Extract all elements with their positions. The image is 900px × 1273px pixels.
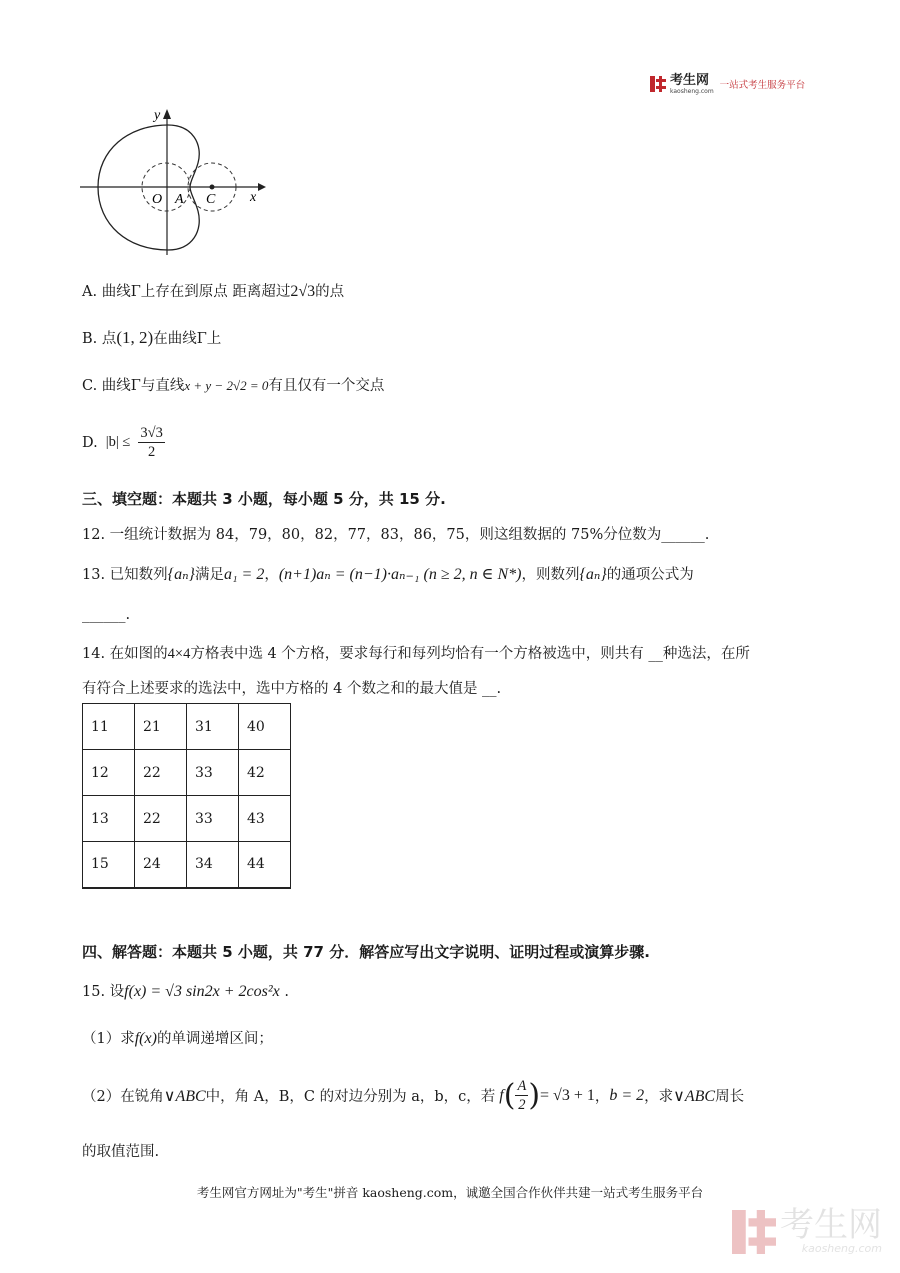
table-cell: 42 [239, 750, 291, 796]
question-13 [82, 563, 694, 584]
point-c [210, 185, 215, 190]
x-axis-arrow-icon [258, 183, 266, 191]
label-o: O [152, 192, 163, 207]
question-12: 12. 一组统计数据为 84，79，80，82，77，83，86，75，则这组数据的 75%分位数为______. [82, 527, 710, 543]
question-15-part1 [82, 1027, 273, 1048]
question-14-line1 [82, 642, 750, 663]
label-x: x [250, 190, 257, 205]
option-c-post: 有且仅有一个交点 [268, 378, 385, 394]
q15-post: . [279, 984, 289, 1000]
option-b-math: (1, 2) [116, 328, 154, 347]
q14-pre: 14. 在如图的 [82, 646, 168, 662]
option-c-text: C. 曲线Γ与直线 [82, 378, 185, 394]
watermark-logo-icon [732, 1210, 776, 1254]
option-d [82, 424, 165, 461]
question-15-part2-line2: 的取值范围. [82, 1144, 160, 1160]
option-a-text: A. 曲线Γ上存在到原点 距离超过 [82, 284, 291, 300]
option-c-math: x + y − 2√2 = 0 [184, 378, 269, 393]
logo-icon [650, 76, 666, 92]
table-cell: 15 [83, 842, 135, 888]
q13-blank: ______. [82, 607, 131, 623]
section-3-title: 三、填空题：本题共 3 小题，每小题 5 分，共 15 分. [82, 490, 446, 508]
q13-mid1: 满足 [194, 567, 224, 583]
q15-p2-tri2: ∨ABC [673, 1087, 716, 1105]
table-cell: 24 [135, 842, 187, 888]
paren-close: ) [528, 1078, 541, 1113]
section-4-title: 四、解答题：本题共 5 小题，共 77 分．解答应写出文字说明、证明过程或演算步骤. [82, 943, 650, 961]
q15-p1-math: f(x) [134, 1030, 157, 1047]
table-row [83, 704, 291, 750]
label-y: y [154, 108, 161, 123]
q15-math: f(x) = √3 sin2x + 2cos²x [124, 983, 280, 1000]
label-c: C [206, 192, 216, 207]
q13-mid3: ，则数列 [521, 567, 580, 583]
q13-seq: {aₙ} [167, 566, 195, 583]
q15-p2-post-pre: ，求 [644, 1089, 674, 1105]
option-b [82, 327, 221, 348]
q15-p2-num: A [517, 1078, 527, 1094]
table-cell: 33 [187, 796, 239, 842]
q13-seq2: {aₙ} [579, 566, 607, 583]
table-row [83, 796, 291, 842]
logo-slogan: 一站式考生服务平台 [719, 79, 806, 91]
logo-domain: kaosheng.com [670, 88, 714, 95]
table-cell: 22 [135, 796, 187, 842]
q13-recurrence: (n+1)aₙ = (n−1)·aₙ₋₁ (n ≥ 2, n ∈ N*) [278, 566, 522, 583]
table-cell: 21 [135, 704, 187, 750]
option-d-num: 3√3 [140, 425, 163, 441]
q15-p2-mid: 中，角 A，B，C 的对边分别为 a，b，c，若 [205, 1089, 496, 1105]
table-cell: 13 [83, 796, 135, 842]
table-cell: 33 [187, 750, 239, 796]
table-cell: 44 [239, 842, 291, 888]
y-axis-arrow-icon [163, 109, 171, 119]
q15-p2-eq: = √3 + 1 [540, 1086, 595, 1104]
q14-math: 4×4 [167, 646, 191, 662]
curve-figure [78, 105, 268, 260]
q15-p2-fraction [515, 1077, 528, 1114]
q15-p2-tri: ∨ABC [163, 1087, 206, 1105]
option-d-fraction [138, 424, 164, 461]
option-a-post: 的点 [315, 284, 345, 300]
table-cell: 12 [83, 750, 135, 796]
table-cell: 22 [135, 750, 187, 796]
q14-post: 方格表中选 4 个方格，要求每行和每列均恰有一个方格被选中，则共有 __种选法，在所 [190, 646, 750, 662]
q15-p2-den: 2 [518, 1097, 526, 1113]
option-b-post: 在曲线Γ上 [153, 331, 222, 347]
q15-p1-post: 的单调递增区间； [156, 1031, 273, 1047]
q15-comma: ， [594, 1089, 610, 1105]
table-cell: 11 [83, 704, 135, 750]
paren-open: ( [503, 1078, 516, 1113]
question-15-part2 [82, 1077, 744, 1114]
table-cell: 40 [239, 704, 291, 750]
q15-p2-f: f [499, 1086, 504, 1104]
option-a [82, 280, 344, 301]
q15-pre: 15. 设 [82, 984, 125, 1000]
header-logo [650, 72, 805, 95]
option-d-den: 2 [147, 444, 156, 460]
option-b-text: B. 点 [82, 331, 117, 347]
question-15 [82, 980, 289, 1001]
table-cell: 31 [187, 704, 239, 750]
watermark-name: 考生网 [780, 1205, 882, 1245]
table-cell: 34 [187, 842, 239, 888]
q15-p1-pre: （1）求 [82, 1031, 135, 1047]
table-row [83, 750, 291, 796]
option-a-math: 2√3 [290, 283, 316, 300]
logo-name: 考生网 [670, 73, 710, 88]
table-cell: 43 [239, 796, 291, 842]
question-14-line2: 有符合上述要求的选法中，选中方格的 4 个数之和的最大值是 __. [82, 681, 502, 697]
q13-mid2: ， [264, 567, 279, 583]
label-a: A [175, 192, 184, 207]
q13-cond: a₁ = 2 [223, 566, 265, 583]
q15-p2-b: b = 2 [609, 1086, 645, 1104]
table-row [83, 842, 291, 888]
number-grid [82, 703, 291, 889]
watermark-domain: kaosheng.com [801, 1242, 882, 1255]
q13-post: 的通项公式为 [606, 567, 694, 583]
option-d-label: D. [82, 434, 98, 451]
q15-p2-post: 周长 [715, 1089, 745, 1105]
q13-pre: 13. 已知数列 [82, 567, 168, 583]
watermark [732, 1205, 882, 1255]
page-footer: 考生网官方网址为"考生"拼音 kaosheng.com，诚邀全国合作伙伴共建一站式考生服务平台 [196, 1185, 704, 1200]
q15-p2-pre: （2）在锐角 [82, 1089, 164, 1105]
option-d-lhs: |b| ≤ [105, 434, 131, 450]
option-c [82, 374, 384, 395]
